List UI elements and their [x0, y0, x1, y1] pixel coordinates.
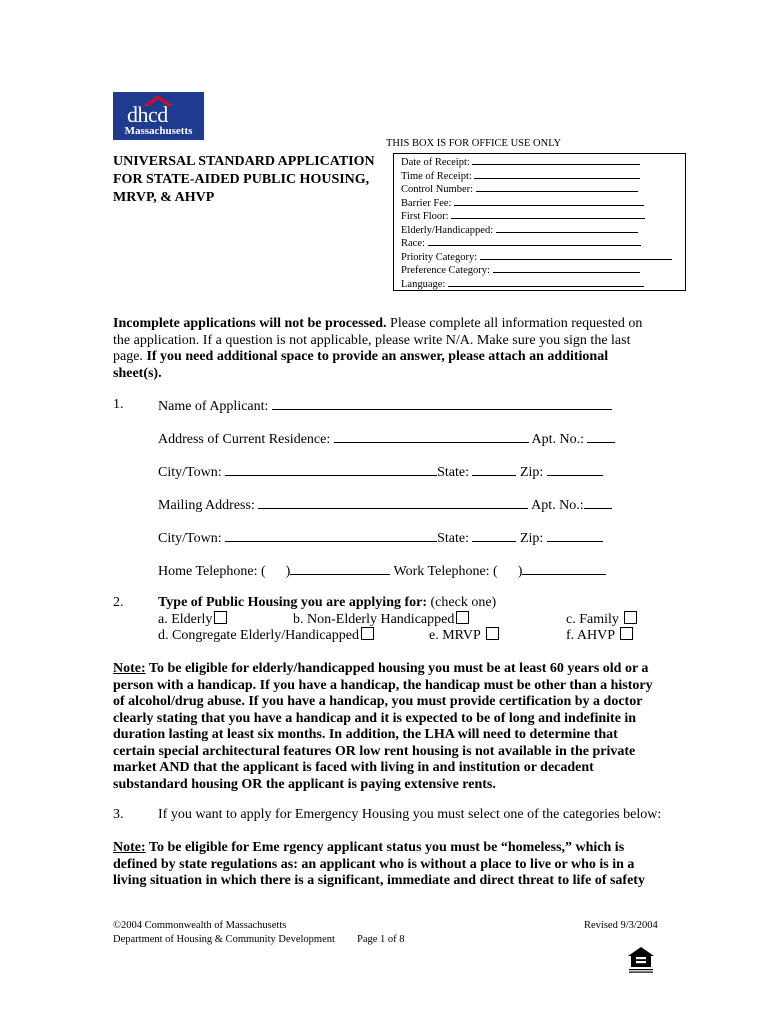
office-field-first-floor[interactable]: First Floor: — [401, 209, 645, 222]
checkbox-family[interactable] — [624, 611, 637, 624]
office-field-priority-category[interactable]: Priority Category: — [401, 250, 672, 263]
question-1-number: 1. — [113, 397, 124, 412]
footer-department: Department of Housing & Community Development — [113, 934, 335, 945]
intro-paragraph: Incomplete applications will not be processed. Please complete all information requested on the application. If a question is not applicable, please write N/A. Make sure you sign the last page. If you need additional space to provide an answer, please attach an additional sheet(s). — [113, 316, 643, 381]
option-mrvp[interactable]: e. MRVP — [429, 627, 499, 644]
emergency-eligibility-note: Note: To be eligible for Eme rgency applicant status you must be “homeless,” which is defined by state regulations as: an applicant who is without a place to live or who is in a living situation in which there is a significant, immediate and direct threat to life of safety — [113, 840, 645, 888]
current-address-field[interactable]: Address of Current Residence: Apt. No.: — [158, 430, 615, 448]
office-field-language[interactable]: Language: — [401, 277, 644, 290]
equal-housing-opportunity-icon — [626, 946, 656, 974]
checkbox-ahvp[interactable] — [620, 627, 633, 640]
question-2-number: 2. — [113, 595, 124, 610]
dhcd-logo — [113, 92, 204, 140]
footer-page-number: Page 1 of 8 — [357, 934, 405, 945]
city-state-zip-field-2[interactable]: City/Town: State: Zip: — [158, 529, 603, 547]
telephone-fields[interactable]: Home Telephone: ( ) Work Telephone: ( ) — [158, 562, 606, 580]
office-field-control-number[interactable]: Control Number: — [401, 182, 638, 195]
city-state-zip-field-1[interactable]: City/Town: State: Zip: — [158, 463, 603, 481]
form-title — [113, 153, 388, 207]
logo-state: Massachusetts — [124, 125, 193, 137]
form-title-line-1: UNIVERSAL STANDARD APPLICATION — [113, 154, 375, 169]
option-family[interactable]: c. Family — [566, 611, 637, 628]
office-field-time[interactable]: Time of Receipt: — [401, 169, 640, 182]
office-field-barrier-fee[interactable]: Barrier Fee: — [401, 196, 644, 209]
question-3-text: If you want to apply for Emergency Housing you must select one of the categories below: — [158, 807, 662, 822]
option-ahvp[interactable]: f. AHVP — [566, 627, 633, 644]
office-use-heading: THIS BOX IS FOR OFFICE USE ONLY — [386, 138, 562, 149]
checkbox-mrvp[interactable] — [486, 627, 499, 640]
office-field-race[interactable]: Race: — [401, 236, 641, 249]
form-title-line-3: MRVP, & AHVP — [113, 190, 215, 205]
elderly-eligibility-note: Note: To be eligible for elderly/handicapped housing you must be at least 60 years old or a person with a handicap. If you have a handicap, the handicap must be other than a history of alcohol/drug abuse. If you have a handicap, you must provide certification by a doctor clearly stating that you have a handicap and it is expected to be of long and indefinite in duration lasting at least six months. In addition, the LHA will need to determine that certain special architectural features OR low rent housing is not available in the private market AND that the applicant is faced with living in and institution or decadent substandard housing OR the applicant is paying extensive rents. — [113, 661, 653, 792]
mailing-address-field[interactable]: Mailing Address: Apt. No.: — [158, 496, 612, 514]
question-2-heading: Type of Public Housing you are applying for: (check one) — [158, 595, 497, 610]
footer-revised-date: Revised 9/3/2004 — [584, 920, 658, 931]
footer-copyright: ©2004 Commonwealth of Massachusetts — [113, 920, 287, 931]
checkbox-congregate[interactable] — [361, 627, 374, 640]
office-field-preference-category[interactable]: Preference Category: — [401, 263, 640, 276]
option-elderly[interactable]: a. Elderly — [158, 611, 227, 628]
form-title-line-2: FOR STATE-AIDED PUBLIC HOUSING, — [113, 172, 370, 187]
checkbox-elderly[interactable] — [214, 611, 227, 624]
office-use-box — [393, 153, 686, 291]
logo-word: dhcd — [127, 102, 168, 127]
option-non-elderly-handicapped[interactable]: b. Non-Elderly Handicapped — [293, 611, 469, 628]
option-congregate[interactable]: d. Congregate Elderly/Handicapped — [158, 627, 374, 644]
checkbox-non-elderly-handicapped[interactable] — [456, 611, 469, 624]
office-field-elderly-handicapped[interactable]: Elderly/Handicapped: — [401, 223, 638, 236]
applicant-name-field[interactable]: Name of Applicant: — [158, 397, 612, 415]
office-field-date[interactable]: Date of Receipt: — [401, 155, 640, 168]
question-3-number: 3. — [113, 807, 124, 822]
